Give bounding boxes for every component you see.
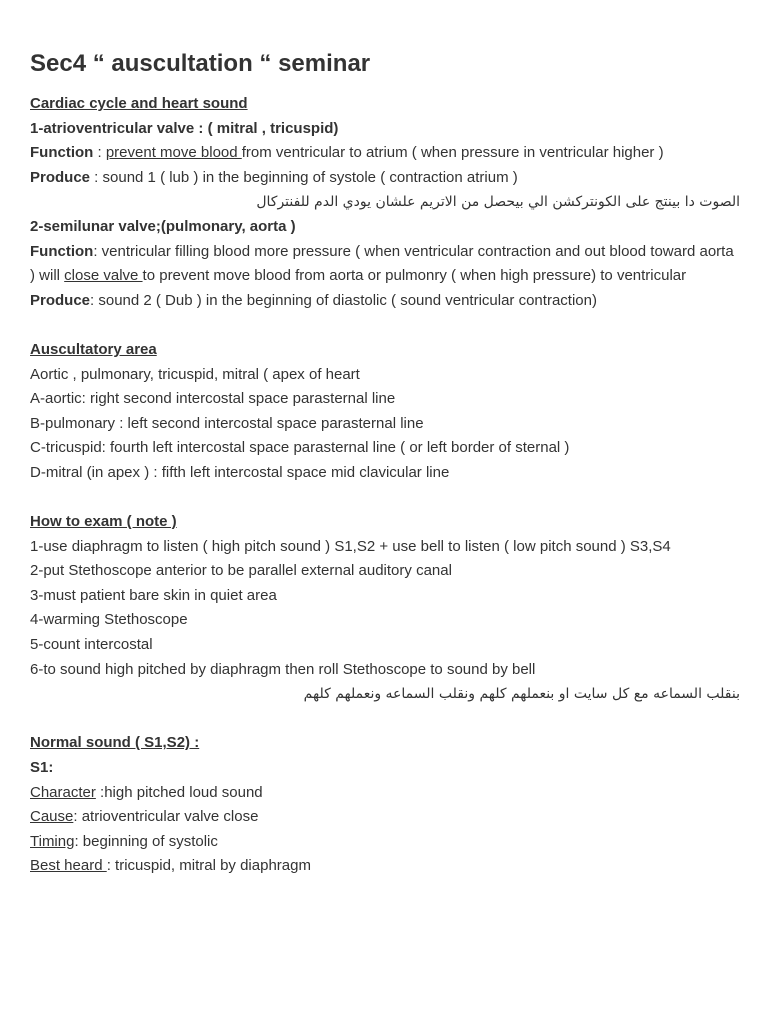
function-label: Function	[30, 242, 94, 260]
s1-timing-line	[30, 830, 740, 855]
s1-cause-line	[30, 805, 740, 830]
section-heading-how-to-exam: How to exam ( note )	[30, 513, 177, 531]
sl-function-line	[30, 240, 740, 289]
function-rest: from ventricular to atrium ( when pressure in ventricular higher )	[241, 144, 664, 162]
item-label: Cause	[30, 808, 74, 826]
section-heading-normal-sound: Normal sound ( S1,S2) :	[30, 734, 200, 752]
exam-step: 3-must patient bare skin in quiet area	[30, 586, 277, 604]
s1-best-heard-line	[30, 854, 740, 879]
produce-rest: : sound 2 ( Dub ) in the beginning of diastolic ( sound ventricular contraction)	[90, 291, 597, 309]
sl-valve-heading: 2-semilunar valve;(pulmonary, aorta )	[30, 217, 296, 235]
document-body	[30, 46, 740, 879]
item-rest: : tricuspid, mitral by diaphragm	[106, 857, 311, 875]
exam-step: 4-warming Stethoscope	[30, 611, 188, 629]
exam-step: 2-put Stethoscope anterior to be parallel external auditory canal	[30, 562, 452, 580]
function-underlined: close valve	[64, 267, 143, 285]
item-rest: : atrioventricular valve close	[73, 808, 259, 826]
area-line: Aortic , pulmonary, tricuspid, mitral ( apex of heart	[30, 365, 360, 383]
area-line: A-aortic: right second intercostal space parasternal line	[30, 390, 396, 408]
area-line: C-tricuspid: fourth left intercostal space parasternal line ( or left border of sternal )	[30, 439, 570, 457]
av-function-line	[30, 141, 740, 166]
function-sep: :	[93, 144, 106, 162]
av-produce-line	[30, 166, 740, 191]
s1-character-line	[30, 781, 740, 806]
exam-step: 5-count intercostal	[30, 636, 153, 654]
item-label: Timing	[30, 832, 75, 850]
item-label: Character	[30, 783, 96, 801]
function-underlined: prevent move blood	[105, 144, 242, 162]
page-title: Sec4 “ auscultation “ seminar	[30, 50, 371, 77]
produce-label: Produce	[30, 291, 91, 309]
av-valve-heading: 1-atrioventricular valve : ( mitral , tricuspid)	[30, 119, 339, 137]
exam-step: 6-to sound high pitched by diaphragm then roll Stethoscope to sound by bell	[30, 660, 536, 678]
section-heading-cardiac-cycle: Cardiac cycle and heart sound	[30, 95, 248, 112]
s1-subheading: S1:	[30, 759, 54, 777]
exam-step: 1-use diaphragm to listen ( high pitch sound ) S1,S2 + use bell to listen ( low pitch sound ) S3,S4	[30, 537, 671, 555]
item-label: Best heard	[30, 857, 107, 875]
item-rest: :high pitched loud sound	[95, 783, 263, 801]
area-line: D-mitral (in apex ) : fifth left intercostal space mid clavicular line	[30, 463, 450, 481]
function-part2: to prevent move blood from aorta or pulmonry ( when high pressure) to ventricular	[142, 267, 687, 285]
area-line: B-pulmonary : left second intercostal space parasternal line	[30, 414, 424, 432]
arabic-note-av: الصوت دا بينتج على الكونتركشن الي بيحصل من الاتريم علشان يودي الدم للفنتركال	[256, 194, 740, 211]
section-heading-auscultatory-area: Auscultatory area	[30, 340, 157, 358]
sl-produce-line	[30, 289, 740, 314]
produce-label: Produce	[30, 168, 91, 186]
arabic-note-exam: بنقلب السماعه مع كل سايت او بنعملهم كلهم ونقلب السماعه ونعملهم كلهم	[303, 686, 740, 703]
item-rest: : beginning of systolic	[74, 832, 218, 850]
function-label: Function	[30, 144, 94, 162]
function-part1: : ventricular filling blood more pressure ( when ventricular contraction and out blood toward aorta ) will	[30, 242, 734, 285]
produce-rest: : sound 1 ( lub ) in the beginning of systole ( contraction atrium )	[90, 168, 518, 186]
